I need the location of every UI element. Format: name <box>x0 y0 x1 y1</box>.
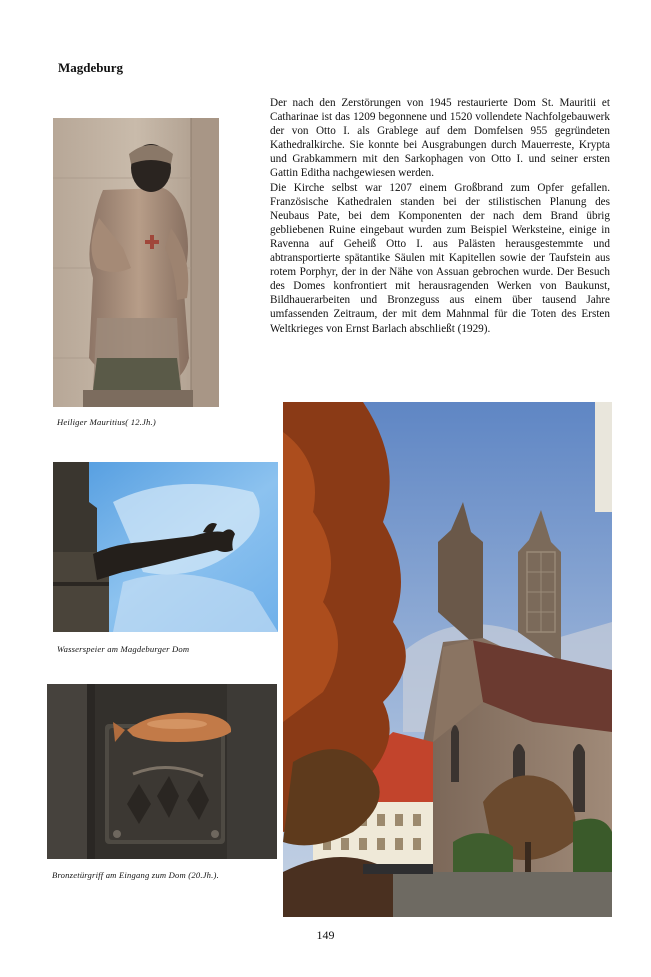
page-number: 149 <box>316 928 335 942</box>
caption-gargoyle: Wasserspeier am Magdeburger Dom <box>57 644 190 654</box>
page-heading: Magdeburg <box>58 60 123 75</box>
mauritius-statue-photo <box>53 118 219 407</box>
body-text <box>270 96 610 336</box>
caption-door-handle: Bronzetürgriff am Eingang zum Dom (20.Jh.). <box>52 870 219 880</box>
caption-mauritius: Heiliger Mauritius( 12.Jh.) <box>57 417 156 427</box>
paragraph-2: Die Kirche selbst war 1207 einem Großbrand zum Opfer gefallen. Französische Kathedralen standen bei der stilistischen Planung des Neubaus Pate, bei dem Komponenten der nach dem Brand übrig gebliebenen Ruine eingebaut wurden zum Beispiel Werksteine, einige in Ravenna auf Geheiß Otto I. aus Palästen herausgestemmte und abtransportierte spätantike Säulen mit Kapitellen sowie der Taufstein aus rotem Porphyr, der in der Nähe von Assuan gebrochen wurde. Der Besuch des Domes konfrontiert mit herausragenden Werken von Baukunst, Bildhauerarbeiten und Bronzeguss aus einem über tausend Jahre umfassenden Zeitraum, der mit dem Mahnmal für die Toten des Ersten Weltkrieges von Ernst Barlach abschließt (1929). <box>270 181 610 335</box>
gargoyle-photo <box>53 462 278 632</box>
cathedral-photo <box>283 402 612 917</box>
door-handle-photo <box>47 684 277 859</box>
paragraph-1: Der nach den Zerstörungen von 1945 restaurierte Dom St. Mauritii et Catharinae ist das 1209 begonnene und 1520 vollendete Nachfolgebauwerk der von Otto I. als Grablege auf dem Domfelsen 955 gegründeten Kathedralkirche. Sie konnte bei Ausgrabungen durch Mauerreste, Krypta und Grabkammern mit den Sarkophagen von Otto I. und seiner ersten Gattin Editha nachgewiesen werden. <box>270 97 610 180</box>
